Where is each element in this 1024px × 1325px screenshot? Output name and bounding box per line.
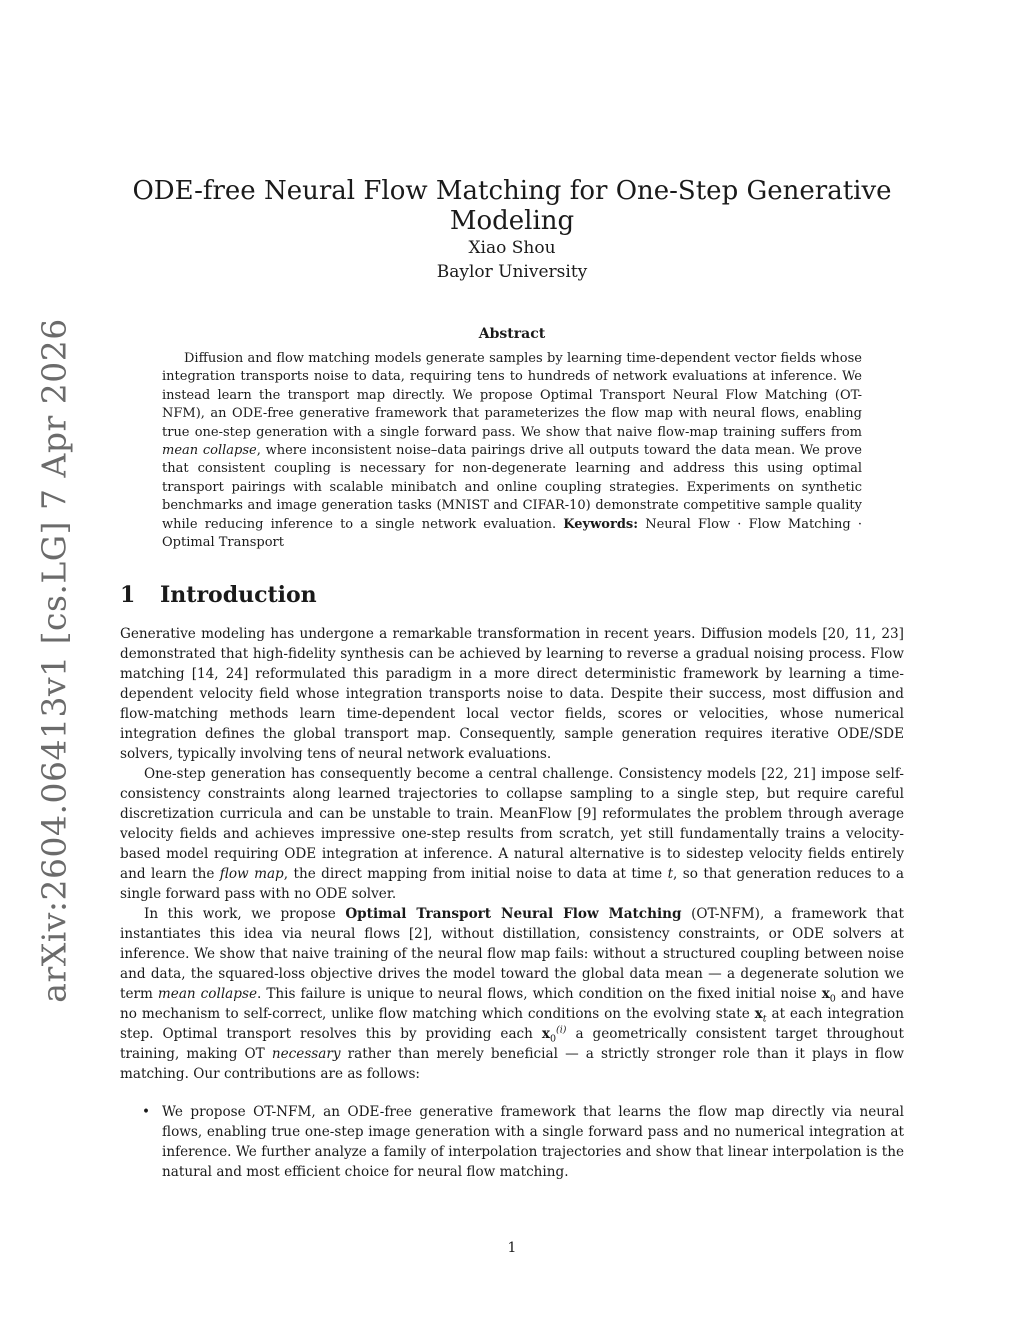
math-x0i-superscript: (i) <box>556 1024 567 1036</box>
term-flow-map: flow map <box>219 866 284 882</box>
paragraph-text: and have no mechanism to self-correct, unlike flow matching which conditions on the evolving state <box>120 986 904 1022</box>
term-mean-collapse: mean collapse <box>157 986 257 1002</box>
arxiv-identifier-text: arXiv:2604.06413v1 [cs.LG] 7 Apr 2026 <box>34 317 74 1003</box>
list-item-text: We propose OT-NFM, an ODE-free generative framework that learns the flow map directly via neural flows, enabling true one-step image generation with a single forward pass and no numerical integration at inference. We further analyze a family of interpolation trajectories and show that linear interpolation is the natural and most efficient choice for neural flow matching. <box>162 1104 904 1180</box>
bullet-icon: • <box>142 1104 151 1120</box>
paragraph-text: In this work, we propose <box>144 906 346 922</box>
author-block <box>0 236 1024 284</box>
math-x0i-subscript: 0 <box>549 1033 557 1045</box>
section-heading-introduction <box>120 582 317 608</box>
paragraph-text: , so that generation reduces to a single forward pass with no ODE solver. <box>120 866 904 902</box>
abstract-body <box>162 350 862 552</box>
abstract-text-part: , where inconsistent noise–data pairings drive all outputs toward the data mean. We prove that consistent coupling is necessary for non-degenerate learning and address this using optimal transport pairings with scalable minibatch and online coupling strategies. Experiments on synthetic benchmarks and image generation tasks (MNIST and CIFAR-10) demonstrate competitive sample quality while reducing inference to a single network evaluation. <box>162 443 862 532</box>
paragraph-3 <box>120 904 904 1084</box>
abstract-paragraph <box>162 350 862 552</box>
paragraph-text: , the direct mapping from initial noise to data at time <box>283 866 668 882</box>
paper-title: ODE-free Neural Flow Matching for One-Step Generative Modeling <box>132 176 892 236</box>
author-affiliation: Baylor University <box>436 262 588 282</box>
math-xt-subscript: t <box>762 1013 767 1025</box>
list-item <box>140 1102 904 1182</box>
math-t: t <box>667 866 674 882</box>
paragraph-text: rather than merely beneficial — a strictly stronger role than it plays in flow matching. Our contributions are as follows: <box>120 1046 904 1082</box>
author-name: Xiao Shou <box>468 238 556 258</box>
abstract-heading: Abstract <box>478 326 546 342</box>
paragraph-2 <box>120 764 904 904</box>
paragraph-text: One-step generation has consequently become a central challenge. Consistency models [22, 21] impose self-consistency constraints along learned trajectories to collapse sampling to a single step, but require careful discretization curricula and can be unstable to train. MeanFlow [9] reformulates the problem through average velocity fields and achieves impressive one-step results from scratch, yet still fundamentally trains a velocity-based model requiring ODE integration at inference. A natural alternative is to sidestep velocity fields entirely and learn the <box>120 766 904 882</box>
paragraph-1: Generative modeling has undergone a remarkable transformation in recent years. Diffusion models [20, 11, 23] demonstrated that high-fidelity synthesis can be achieved by learning to reverse a gradual noising process. Flow matching [14, 24] reformulated this paradigm in a more direct deterministic framework by learning a time-dependent velocity field whose integration transports noise to data. Despite their success, most diffusion and flow-matching methods learn time-dependent local vector fields, scores or velocities, whose numerical integration defines the global transport map. Consequently, sample generation requires iterative ODE/SDE solvers, typically involving tens of neural network evaluations. <box>120 626 904 762</box>
term-necessary: necessary <box>271 1046 341 1062</box>
math-xt: x <box>754 1006 763 1022</box>
paragraph-text: . This failure is unique to neural flows, which condition on the fixed initial noise <box>257 986 822 1002</box>
math-x0: x <box>821 986 830 1002</box>
keywords-label: Keywords: <box>563 516 639 532</box>
math-x0i: x <box>541 1026 550 1042</box>
paragraph-text: a geometrically consistent target throughout training, making OT <box>120 1026 905 1062</box>
abstract-term-mean-collapse: mean collapse <box>162 443 257 459</box>
paragraph-text: at each integration step. Optimal transport resolves this by providing each <box>120 1006 904 1042</box>
arxiv-identifier-stamp <box>34 317 74 1003</box>
keywords-list: Neural Flow · Flow Matching · Optimal Transport <box>162 516 862 551</box>
introduction-body <box>120 624 904 1084</box>
section-number: 1 <box>120 582 136 608</box>
contributions-list <box>140 1102 904 1182</box>
section-title: Introduction <box>160 582 317 608</box>
math-x0-subscript: 0 <box>829 993 836 1005</box>
paragraph-text: (OT-NFM), a framework that instantiates this idea via neural flows [2], without distillation, consistency constraints, or ODE solvers at inference. We show that naive training of the neural flow map fails: without a structured coupling between noise and data, the squared-loss objective drives the model toward the global data mean — a degenerate solution we term <box>120 906 904 1002</box>
abstract-text-part: Diffusion and flow matching models generate samples by learning time-dependent vector fields whose integration transports noise to data, requiring tens to hundreds of network evaluations at inference. We instead learn the transport map directly. We propose Optimal Transport Neural Flow Matching (OT-NFM), an ODE-free generative framework that parameterizes the flow map with neural flows, enabling true one-step generation with a single forward pass. We show that naive flow-map training suffers from <box>162 351 862 440</box>
method-name: Optimal Transport Neural Flow Matching <box>345 906 682 922</box>
page-number: 1 <box>507 1240 517 1256</box>
